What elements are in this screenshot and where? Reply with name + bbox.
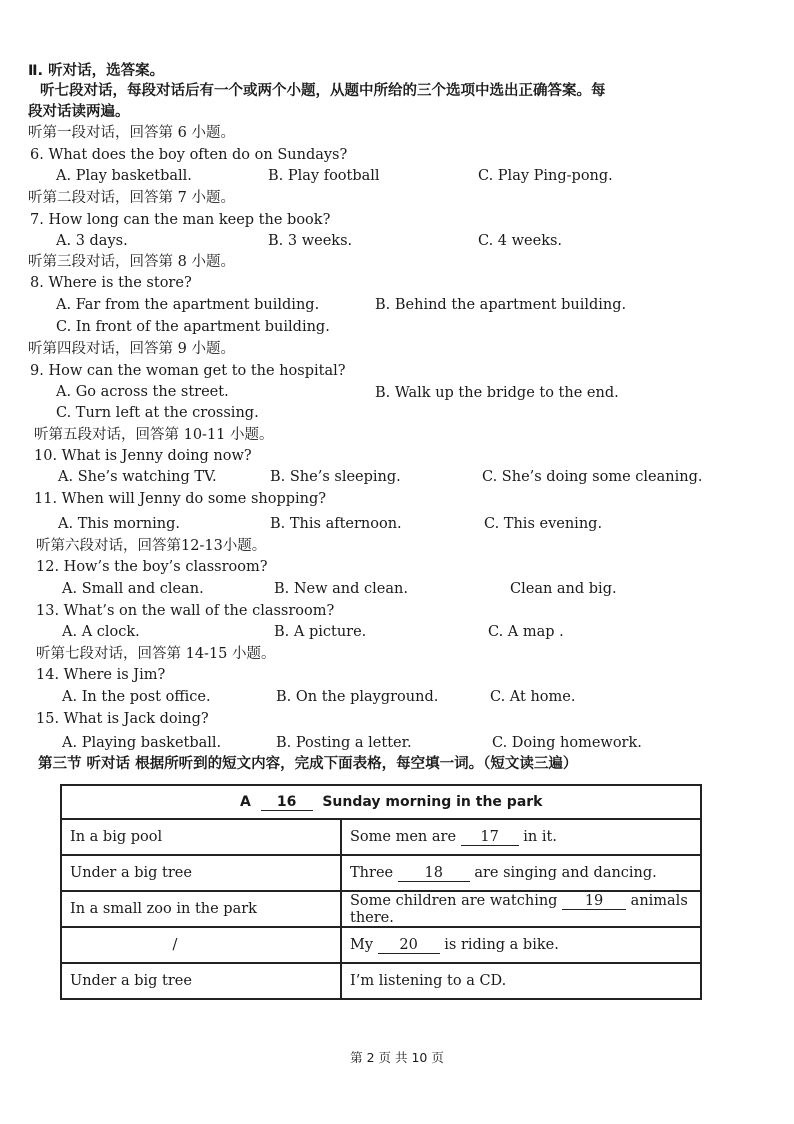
activity-text: I’m listening to a CD. bbox=[350, 973, 507, 989]
blank-20[interactable]: 20 bbox=[378, 937, 440, 954]
section-instruction: 听七段对话，每段对话后有一个或两个小题，从题中所给的三个选项中选出正确答案。每 bbox=[40, 83, 606, 99]
option-b: B. She’s sleeping. bbox=[270, 469, 401, 485]
question-text: 10. What is Jenny doing now? bbox=[34, 448, 252, 464]
option-a: A. Far from the apartment building. bbox=[56, 297, 320, 313]
place-cell: Under a big tree bbox=[61, 855, 341, 891]
question-text: 6. What does the boy often do on Sundays? bbox=[30, 147, 348, 163]
dialogue-intro: 听第二段对话，回答第 7 小题。 bbox=[28, 190, 235, 206]
activity-pre: Three bbox=[350, 864, 394, 881]
section3-heading: 第三节 听对话 根据所听到的短文内容，完成下面表格，每空填一词。（短文读三遍） bbox=[38, 756, 578, 772]
place-cell: In a big pool bbox=[61, 819, 341, 855]
table-row bbox=[61, 927, 701, 963]
dialogue-intro: 听第一段对话，回答第 6 小题。 bbox=[28, 125, 235, 141]
blank-18[interactable]: 18 bbox=[398, 865, 470, 882]
section-heading: Ⅱ. 听对话，选答案。 bbox=[28, 63, 165, 79]
option-a: A. A clock. bbox=[62, 624, 140, 640]
activity-pre: Some men are bbox=[350, 828, 457, 845]
place-cell: Under a big tree bbox=[61, 963, 341, 999]
activity-pre: Some children are watching bbox=[350, 892, 558, 909]
dialogue-intro: 听第四段对话，回答第 9 小题。 bbox=[28, 341, 235, 357]
page-number: 第 2 页 共 10 页 bbox=[350, 1050, 444, 1065]
option-a: A. She’s watching TV. bbox=[58, 469, 217, 485]
table-title-prefix: A bbox=[240, 793, 251, 810]
option-a: A. In the post office. bbox=[62, 689, 211, 705]
activity-post: is riding a bike. bbox=[444, 936, 559, 953]
activity-cell bbox=[341, 855, 701, 891]
dialogue-intro: 听第六段对话，回答第12-13小题。 bbox=[36, 538, 267, 554]
question-text: 9. How can the woman get to the hospital? bbox=[30, 363, 346, 379]
question-text: 11. When will Jenny do some shopping? bbox=[34, 491, 327, 507]
activity-post: are singing and dancing. bbox=[474, 864, 657, 881]
question-text: 8. Where is the store? bbox=[30, 275, 192, 291]
option-a: A. Go across the street. bbox=[56, 384, 229, 400]
option-a: A. This morning. bbox=[58, 516, 181, 532]
question-text: 13. What’s on the wall of the classroom? bbox=[36, 603, 335, 619]
option-c: C. At home. bbox=[490, 689, 576, 705]
option-a: A. 3 days. bbox=[56, 233, 128, 249]
table-title-row bbox=[61, 785, 701, 819]
option-b: B. Behind the apartment building. bbox=[375, 297, 627, 313]
table-row bbox=[61, 963, 701, 999]
option-b: B. Posting a letter. bbox=[276, 735, 412, 751]
blank-19[interactable]: 19 bbox=[562, 893, 626, 910]
activity-pre: My bbox=[350, 936, 374, 953]
table-title-text: Sunday morning in the park bbox=[322, 793, 543, 810]
table-row bbox=[61, 855, 701, 891]
option-b: B. This afternoon. bbox=[270, 516, 402, 532]
option-b: B. A picture. bbox=[274, 624, 367, 640]
activity-cell bbox=[341, 819, 701, 855]
option-c: C. This evening. bbox=[484, 516, 603, 532]
option-c: C. 4 weeks. bbox=[478, 233, 563, 249]
activity-cell bbox=[341, 927, 701, 963]
fill-in-table bbox=[60, 784, 702, 1000]
option-c: C. Turn left at the crossing. bbox=[56, 405, 259, 421]
option-b: B. 3 weeks. bbox=[268, 233, 353, 249]
activity-post: animals there. bbox=[350, 892, 688, 926]
place-cell: / bbox=[61, 927, 341, 963]
dialogue-intro: 听第七段对话，回答第 14-15 小题。 bbox=[36, 646, 276, 662]
table-title bbox=[61, 785, 701, 819]
option-c: C. She’s doing some cleaning. bbox=[482, 469, 703, 485]
question-text: 12. How’s the boy’s classroom? bbox=[36, 559, 268, 575]
question-text: 15. What is Jack doing? bbox=[36, 711, 209, 727]
table-row bbox=[61, 891, 701, 927]
section-instruction-cont: 段对话读两遍。 bbox=[28, 104, 130, 120]
option-c: C. Doing homework. bbox=[492, 735, 642, 751]
option-a: A. Small and clean. bbox=[62, 581, 204, 597]
option-b: B. New and clean. bbox=[274, 581, 408, 597]
activity-cell bbox=[341, 963, 701, 999]
blank-17[interactable]: 17 bbox=[461, 829, 519, 846]
option-a: A. Playing basketball. bbox=[62, 735, 222, 751]
option-b: B. Play football bbox=[268, 168, 380, 184]
option-c: Clean and big. bbox=[510, 581, 617, 597]
option-a: A. Play basketball. bbox=[56, 168, 192, 184]
dialogue-intro: 听第五段对话，回答第 10-11 小题。 bbox=[34, 427, 274, 443]
option-c: C. Play Ping-pong. bbox=[478, 168, 613, 184]
activity-cell bbox=[341, 891, 701, 927]
option-c: C. A map . bbox=[488, 624, 564, 640]
question-text: 7. How long can the man keep the book? bbox=[30, 212, 331, 228]
option-c: C. In front of the apartment building. bbox=[56, 319, 330, 335]
option-b: B. Walk up the bridge to the end. bbox=[375, 385, 619, 401]
table-row bbox=[61, 819, 701, 855]
activity-post: in it. bbox=[523, 828, 557, 845]
blank-16[interactable]: 16 bbox=[261, 794, 313, 811]
dialogue-intro: 听第三段对话，回答第 8 小题。 bbox=[28, 254, 235, 270]
question-text: 14. Where is Jim? bbox=[36, 667, 166, 683]
place-cell: In a small zoo in the park bbox=[61, 891, 341, 927]
option-b: B. On the playground. bbox=[276, 689, 439, 705]
